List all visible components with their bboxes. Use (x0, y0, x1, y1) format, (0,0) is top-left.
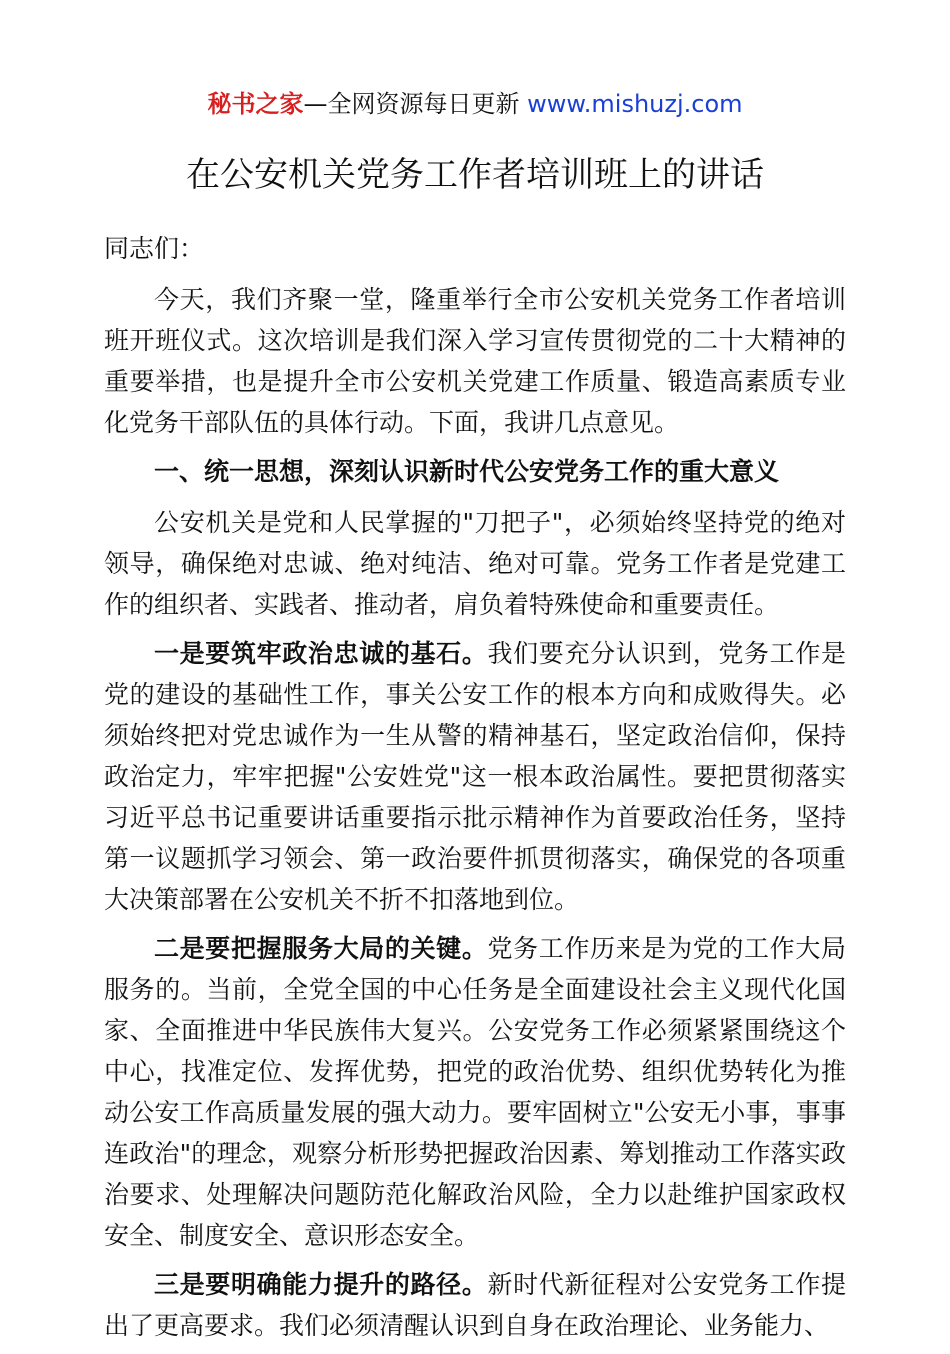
point-paragraph-3 (104, 1264, 846, 1346)
point-text-3: 新时代新征程对公安党务工作提出了更高要求。我们必须清醒认识到自身在政治理论、业务能力、 (104, 1270, 846, 1340)
point-paragraph-1 (104, 633, 846, 920)
point-lead-2: 二是要把握服务大局的关键。 (154, 934, 488, 963)
site-brand: 秘书之家 (207, 90, 304, 118)
section-heading-1: 一、统一思想，深刻认识新时代公安党务工作的重大意义 (154, 457, 780, 486)
salutation: 同志们： (104, 234, 205, 263)
site-tagline: —全网资源每日更新 (303, 90, 528, 118)
point-text-2: 党务工作历来是为党的工作大局服务的。当前，全党全国的中心任务是全面建设社会主义现代化国家、全面推进中华民族伟大复兴。公安党务工作必须紧紧围绕这个中心，找准定位、发挥优势，把党的政治优势、组织优势转化为推动公安工作高质量发展的强大动力。要牢固树立"公安无小事，事事连政治"的理念，观察分析形势把握政治因素、筹划推动工作落实政治要求、处理解决问题防范化解政治风险，全力以赴维护国家政权安全、制度安全、意识形态安全。 (104, 934, 846, 1250)
section-1-intro-paragraph: 公安机关是党和人民掌握的"刀把子"，必须始终坚持党的绝对领导，确保绝对忠诚、绝对纯洁、绝对可靠。党务工作者是党建工作的组织者、实践者、推动者，肩负着特殊使命和重要责任。 (104, 508, 846, 619)
point-paragraph-2 (104, 928, 846, 1256)
site-banner (0, 86, 950, 122)
point-lead-1: 一是要筑牢政治忠诚的基石。 (154, 639, 488, 668)
intro-paragraph: 今天，我们齐聚一堂，隆重举行全市公安机关党务工作者培训班开班仪式。这次培训是我们深入学习宣传贯彻党的二十大精神的重要举措，也是提升全市公安机关党建工作质量、锻造高素质专业化党务干部队伍的具体行动。下面，我讲几点意见。 (104, 285, 846, 437)
document-title: 在公安机关党务工作者培训班上的讲话 (186, 155, 764, 195)
document-body (104, 228, 846, 1354)
site-url-link[interactable]: www.mishuzj.com (527, 90, 743, 118)
point-text-1: 我们要充分认识到，党务工作是党的建设的基础性工作，事关公安工作的根本方向和成败得失。必须始终把对党忠诚作为一生从警的精神基石，坚定政治信仰，保持政治定力，牢牢把握"公安姓党"这一根本政治属性。要把贯彻落实习近平总书记重要讲话重要指示批示精神作为首要政治任务，坚持第一议题抓学习领会、第一政治要件抓贯彻落实，确保党的各项重大决策部署在公安机关不折不扣落地到位。 (104, 639, 846, 914)
point-lead-3: 三是要明确能力提升的路径。 (154, 1270, 488, 1299)
